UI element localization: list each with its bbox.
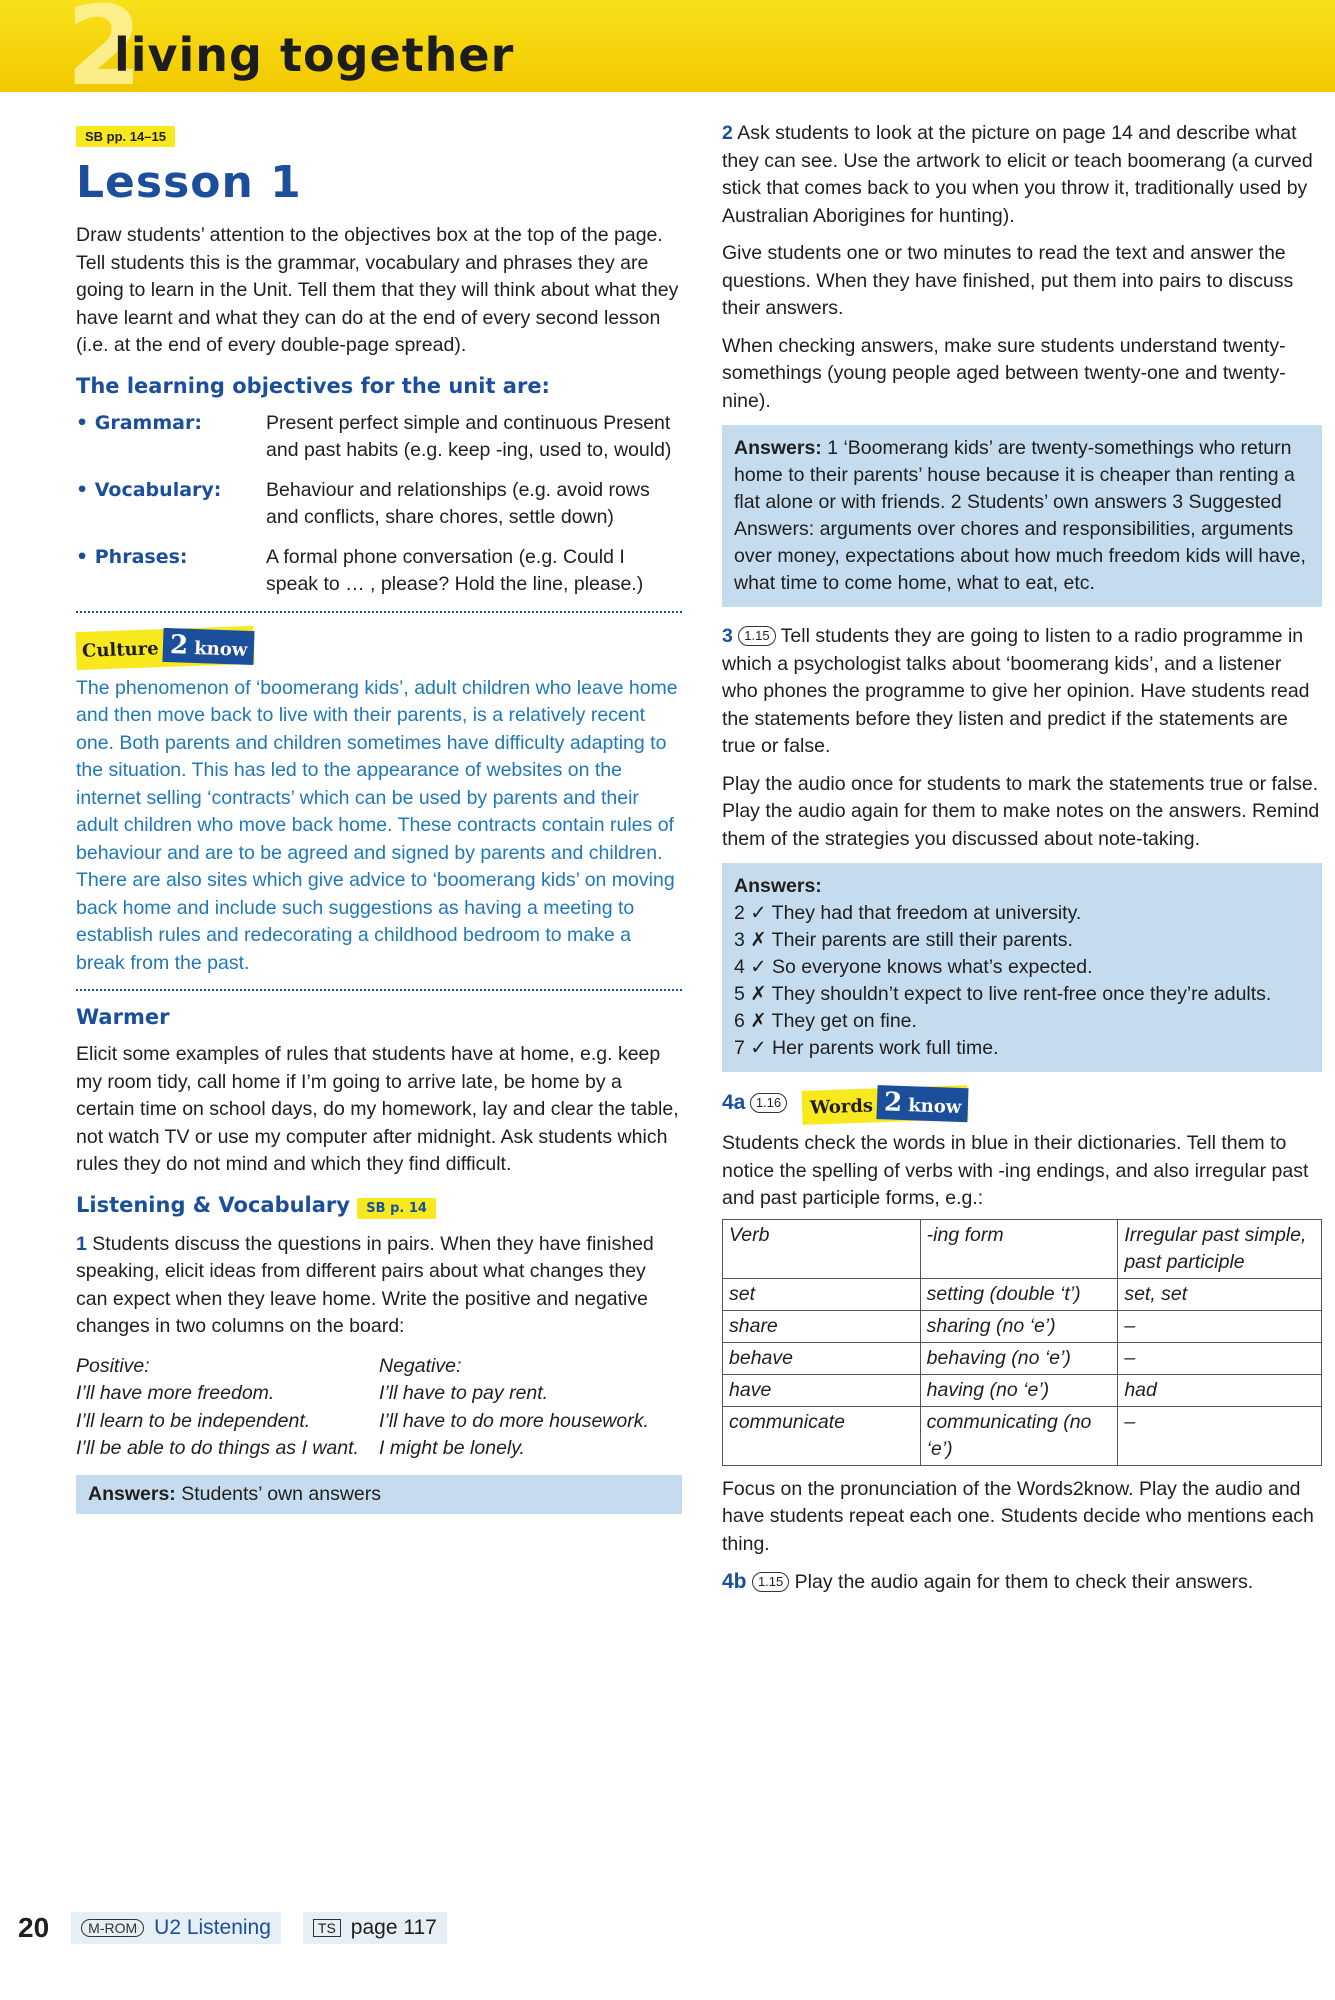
exercise-1	[76, 1231, 682, 1341]
table-cell: –	[1118, 1342, 1322, 1374]
table-cell: –	[1118, 1310, 1322, 1342]
answer-line: 6 ✗ They get on fine.	[734, 1010, 917, 1032]
table-cell: communicating (no ‘e’)	[920, 1406, 1118, 1465]
answer-line: 3 ✗ Their parents are still their parents.	[734, 929, 1073, 951]
listening-vocabulary-heading	[76, 1193, 682, 1219]
mrom-tag: M-ROM	[81, 1919, 144, 1937]
exercise-4a-paragraph: Focus on the pronunciation of the Words2know. Play the audio and have students repeat each one. Students decide who mentions each thing.	[722, 1477, 1314, 1555]
warmer-text: Elicit some examples of rules that students have at home, e.g. keep my room tidy, call home if I’m going to arrive late, be home by a certain time on school days, do my homework, lay and clear the table, not watch TV or use my computer after midnight. Ask students which rules they do not mind and which they find difficult.	[76, 1043, 679, 1175]
exercise-1-text: Students discuss the questions in pairs. When they have finished speaking, elicit ideas from different pairs about what changes they can expect when they leave home. Write the positive and negative changes in two columns on the board:	[76, 1232, 654, 1337]
ts-tag: TS	[313, 1919, 341, 1937]
objective-vocabulary	[76, 477, 682, 532]
exercise-3-text: Tell students they are going to listen to a radio programme in which a psychologist talks about ‘boomerang kids’, and a listener who phones the programme to give her opinion. Have students read the statements before they listen and predict if the statements are true or false.	[722, 625, 1310, 757]
exercise-number: 2	[722, 122, 733, 144]
know-badge-word: know	[193, 637, 248, 661]
exercise-number: 4b	[722, 1570, 747, 1593]
exercise-4b	[722, 1568, 1322, 1597]
positive-label: Positive:	[76, 1354, 150, 1377]
ts-text: page 117	[350, 1916, 437, 1939]
objective-text: A formal phone conversation (e.g. Could I speak to … , please? Hold the line, please.)	[266, 545, 644, 595]
divider	[76, 989, 682, 991]
table-header: Irregular past simple, past participle	[1118, 1219, 1322, 1278]
table-cell: behave	[723, 1342, 921, 1374]
table-cell: behaving (no ‘e’)	[920, 1342, 1118, 1374]
sb-reference: SB p. 14	[357, 1198, 436, 1219]
answers-text: Students’ own answers	[181, 1482, 382, 1505]
culture-text: The phenomenon of ‘boomerang kids’, adult children who leave home and then move back to live with their parents, is a relatively recent one. Both parents and children sometimes have difficulty adapting to the situation. This has led to the appearance of websites on the internet selling ‘contracts’ which can be used by parents and their adult children who move back home. These contracts contain rules of behaviour and are to be agreed and signed by parents and children. There are also sites which give advice to ‘boomerang kids’ on moving back home and include such suggestions as having a meeting to establish rules and redecorating a childhood bedroom to make a break from the past.	[76, 676, 678, 974]
exercise-4b-text: Play the audio again for them to check their answers.	[794, 1571, 1254, 1593]
warmer-heading: Warmer	[76, 1005, 170, 1029]
answer-line: 5 ✗ They shouldn’t expect to live rent-free once they’re adults.	[734, 983, 1272, 1005]
answers-label: Answers:	[88, 1482, 176, 1505]
answer-line: 4 ✓ So everyone knows what’s expected.	[734, 956, 1093, 978]
page-number: 20	[18, 1912, 50, 1943]
right-column	[722, 120, 1322, 1597]
exercise-2-paragraph: When checking answers, make sure students understand twenty-somethings (young people aged between twenty-one and twenty-nine).	[722, 334, 1286, 412]
divider	[76, 611, 682, 613]
table-row	[723, 1310, 1322, 1342]
sb-reference: SB pp. 14–15	[76, 126, 175, 147]
unit-title: living together	[114, 28, 515, 82]
words-2-know-badge	[801, 1085, 968, 1125]
table-cell: set, set	[1118, 1278, 1322, 1310]
table-row	[723, 1342, 1322, 1374]
positive-item: I’ll have more freedom.	[76, 1382, 275, 1404]
answer-line: 2 ✓ They had that freedom at university.	[734, 902, 1082, 924]
mrom-text: U2 Listening	[154, 1916, 271, 1939]
objective-label: • Vocabulary:	[76, 478, 222, 501]
answers-label: Answers:	[734, 437, 822, 459]
exercise-3-paragraph: Play the audio once for students to mark the statements true or false. Play the audio again for them to make notes on the answers. Remind them of the strategies you discussed about note-taking.	[722, 772, 1320, 850]
unit-number: 2	[66, 0, 143, 110]
table-row	[723, 1374, 1322, 1406]
table-cell: have	[723, 1374, 921, 1406]
objective-label: • Grammar:	[76, 411, 202, 434]
exercise-number: 3	[722, 625, 733, 647]
page-footer	[18, 1912, 447, 1944]
lesson-title: Lesson 1	[76, 157, 302, 208]
answer-line: 7 ✓ Her parents work full time.	[734, 1037, 999, 1059]
verb-forms-table	[722, 1219, 1322, 1466]
exercise-4a-heading	[722, 1088, 1322, 1122]
exercise-number: 4a	[722, 1091, 746, 1115]
audio-track-badge[interactable]: 1.15	[738, 626, 775, 646]
words-label: Words	[809, 1094, 873, 1119]
positive-list	[76, 1353, 379, 1463]
negative-list	[379, 1353, 682, 1463]
ts-reference[interactable]	[303, 1912, 447, 1944]
table-header: Verb	[723, 1219, 921, 1278]
know-badge-number: 2	[883, 1087, 903, 1118]
positive-item: I’ll be able to do things as I want.	[76, 1437, 359, 1459]
table-row	[723, 1278, 1322, 1310]
table-cell: having (no ‘e’)	[920, 1374, 1118, 1406]
know-badge-word: know	[907, 1095, 962, 1119]
table-row	[723, 1406, 1322, 1465]
answers-text: 1 ‘Boomerang kids’ are twenty-somethings who return home to their parents’ house because it is cheaper than renting a flat alone or with friends. 2 Students’ own answers 3 Suggested Answers: arguments over chores and responsibilities, arguments over money, expectations about how much freedom kids will have, what time to come home, what to eat, etc.	[734, 437, 1306, 594]
table-header: -ing form	[920, 1219, 1118, 1278]
objective-phrases	[76, 544, 682, 599]
table-cell: communicate	[723, 1406, 921, 1465]
exercise-4a-text: Students check the words in blue in their dictionaries. Tell them to notice the spelling of verbs with -ing endings, and also irregular past and past participle forms, e.g.:	[722, 1132, 1309, 1209]
negative-item: I’ll have to do more housework.	[379, 1409, 649, 1432]
answers-box-3	[722, 863, 1322, 1072]
table-cell: setting (double ‘t’)	[920, 1278, 1118, 1310]
intro-text: Draw students’ attention to the objectives box at the top of the page. Tell students this is the grammar, vocabulary and phrases they are going to learn in the Unit. Tell them that they will think about what they have learnt and what they can do at the end of every second lesson (i.e. at the end of every double-page spread).	[76, 224, 679, 356]
culture-2-know-badge	[75, 625, 254, 669]
exercise-3	[722, 623, 1322, 761]
header-band	[0, 0, 1335, 110]
exercise-2	[722, 120, 1322, 230]
listening-vocabulary-title: Listening & Vocabulary	[76, 1192, 350, 1217]
table-header-row	[723, 1219, 1322, 1278]
answers-label: Answers:	[734, 875, 822, 897]
table-cell: sharing (no ‘e’)	[920, 1310, 1118, 1342]
exercise-2-text: Ask students to look at the picture on page 14 and describe what they can see. Use the artwork to elicit or teach boomerang (a curved stick that comes back to you when you throw it, traditionally used by Australian Aborigines for hunting).	[722, 122, 1313, 227]
answers-box-1	[76, 1475, 682, 1514]
know-badge	[876, 1085, 969, 1122]
left-column	[76, 126, 682, 1530]
mrom-link[interactable]	[71, 1912, 281, 1944]
table-cell: had	[1118, 1374, 1322, 1406]
positive-negative-lists	[76, 1353, 682, 1463]
objective-text: Present perfect simple and continuous Present and past habits (e.g. keep -ing, used to, would)	[266, 411, 672, 461]
objectives-heading: The learning objectives for the unit are:	[76, 373, 550, 398]
exercise-number: 1	[76, 1232, 87, 1255]
know-badge	[162, 627, 255, 664]
objective-grammar	[76, 410, 682, 465]
table-cell: –	[1118, 1406, 1322, 1465]
culture-label: Culture	[81, 637, 159, 661]
audio-track-badge[interactable]: 1.15	[752, 1572, 789, 1592]
table-cell: set	[723, 1278, 921, 1310]
negative-item: I might be lonely.	[379, 1437, 525, 1459]
answers-box-2	[722, 425, 1322, 607]
know-badge-number: 2	[169, 629, 189, 661]
positive-item: I’ll learn to be independent.	[76, 1409, 311, 1432]
negative-label: Negative:	[379, 1354, 462, 1377]
table-cell: share	[723, 1310, 921, 1342]
audio-track-badge[interactable]: 1.16	[750, 1093, 787, 1113]
objective-text: Behaviour and relationships (e.g. avoid rows and conflicts, share chores, settle down)	[266, 478, 650, 528]
objective-label: • Phrases:	[76, 545, 188, 568]
negative-item: I’ll have to pay rent.	[379, 1382, 549, 1404]
exercise-2-paragraph: Give students one or two minutes to read the text and answer the questions. When they have finished, put them into pairs to discuss their answers.	[722, 242, 1294, 319]
